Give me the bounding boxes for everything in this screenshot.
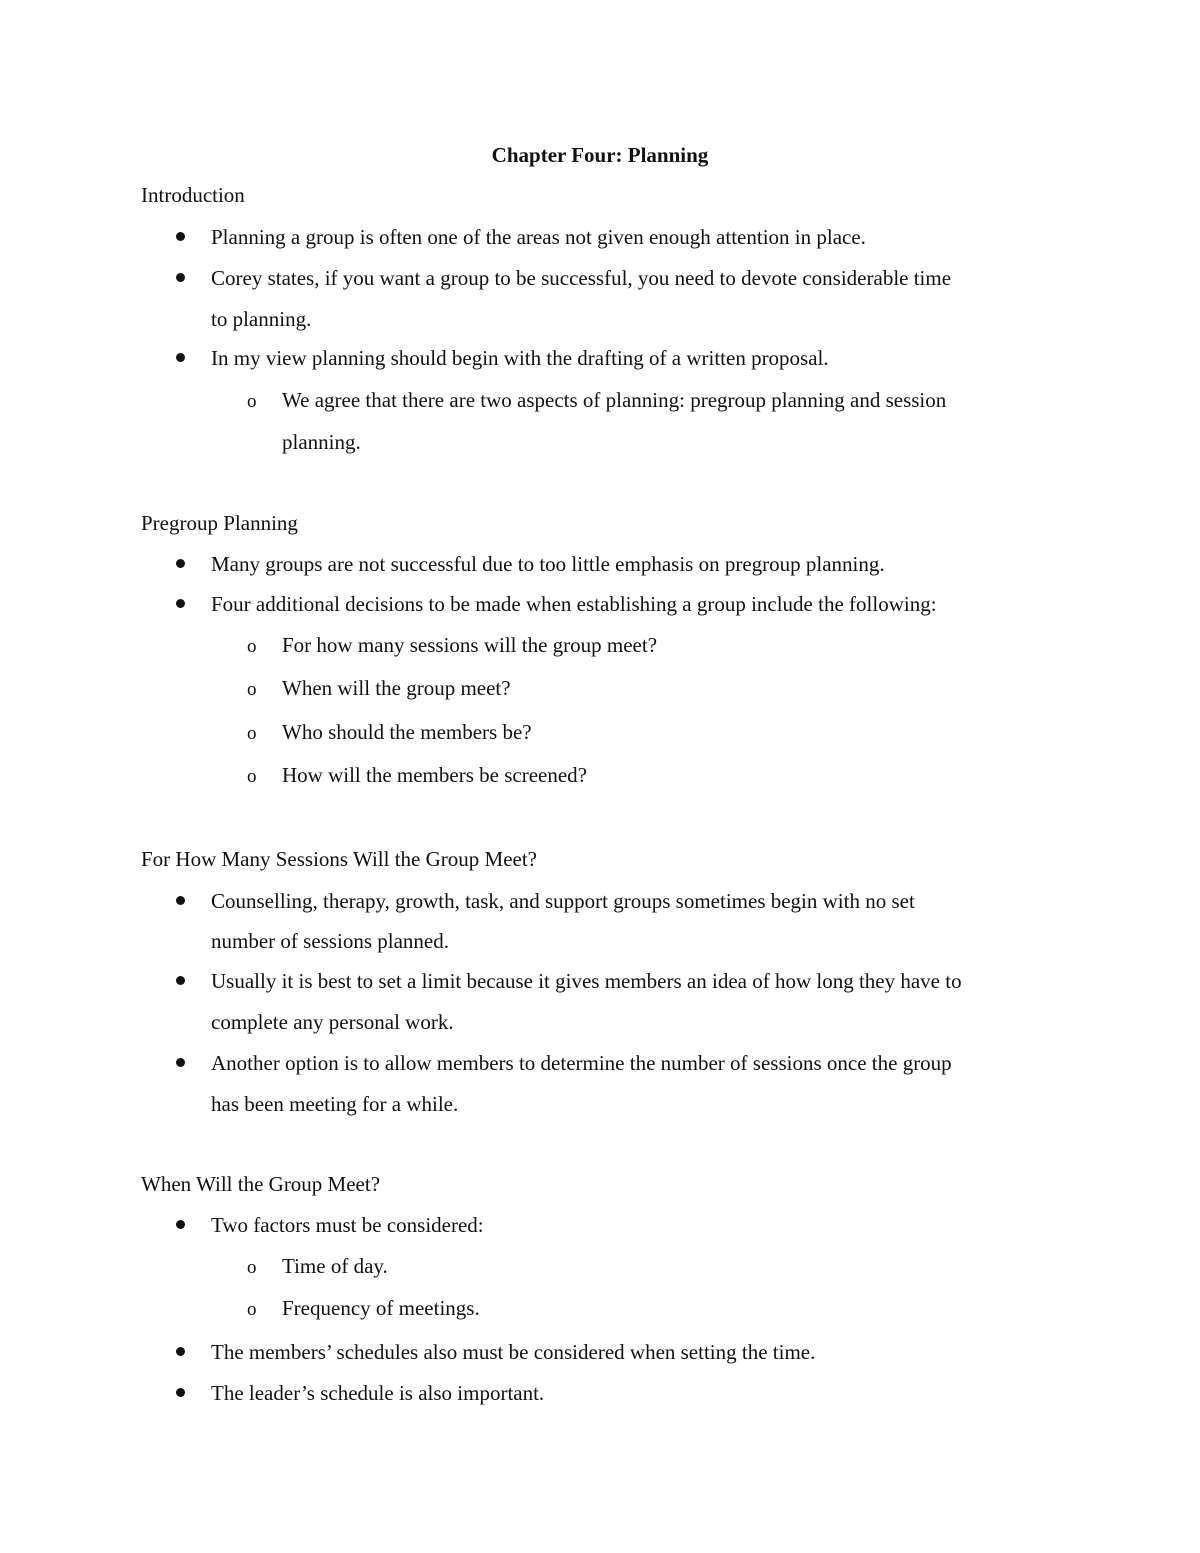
bullet-icon bbox=[176, 599, 185, 608]
section-heading-introduction: Introduction bbox=[141, 183, 245, 207]
sub-bullet-icon: o bbox=[247, 723, 257, 744]
bullet-icon bbox=[176, 976, 185, 985]
bullet-icon bbox=[176, 896, 185, 905]
list-item: The members’ schedules also must be considered when setting the time. bbox=[211, 1340, 816, 1364]
sub-list-item: Frequency of meetings. bbox=[282, 1296, 480, 1320]
sub-bullet-icon: o bbox=[247, 1299, 257, 1320]
sub-list-item: Time of day. bbox=[282, 1254, 388, 1278]
list-item: In my view planning should begin with the drafting of a written proposal. bbox=[211, 346, 829, 370]
sub-bullet-icon: o bbox=[247, 679, 257, 700]
bullet-icon bbox=[176, 1388, 185, 1397]
list-item-continuation: complete any personal work. bbox=[211, 1010, 454, 1034]
sub-bullet-icon: o bbox=[247, 636, 257, 657]
bullet-icon bbox=[176, 353, 185, 362]
sub-list-item: Who should the members be? bbox=[282, 720, 532, 744]
list-item: Two factors must be considered: bbox=[211, 1213, 484, 1237]
sub-list-item-continuation: planning. bbox=[282, 430, 361, 454]
list-item: Corey states, if you want a group to be successful, you need to devote considerable time bbox=[211, 266, 952, 290]
list-item: The leader’s schedule is also important. bbox=[211, 1381, 545, 1405]
section-heading-pregroup-planning: Pregroup Planning bbox=[141, 511, 298, 535]
list-item-continuation: number of sessions planned. bbox=[211, 929, 449, 953]
list-item: Usually it is best to set a limit because it gives members an idea of how long they have to bbox=[211, 969, 962, 993]
sub-bullet-icon: o bbox=[247, 1257, 257, 1278]
list-item: Many groups are not successful due to too little emphasis on pregroup planning. bbox=[211, 552, 885, 576]
sub-list-item: We agree that there are two aspects of planning: pregroup planning and session bbox=[282, 388, 947, 412]
list-item-continuation: has been meeting for a while. bbox=[211, 1092, 459, 1116]
bullet-icon bbox=[176, 232, 185, 241]
page-title: Chapter Four: Planning bbox=[491, 143, 709, 167]
list-item-continuation: to planning. bbox=[211, 307, 312, 331]
sub-list-item: For how many sessions will the group meet? bbox=[282, 633, 658, 657]
list-item: Counselling, therapy, growth, task, and support groups sometimes begin with no set bbox=[211, 889, 915, 913]
list-item: Another option is to allow members to determine the number of sessions once the group bbox=[211, 1051, 952, 1075]
sub-bullet-icon: o bbox=[247, 766, 257, 787]
sub-list-item: When will the group meet? bbox=[282, 676, 511, 700]
sub-list-item: How will the members be screened? bbox=[282, 763, 587, 787]
bullet-icon bbox=[176, 1347, 185, 1356]
section-heading-number-of-sessions: For How Many Sessions Will the Group Meet? bbox=[141, 847, 537, 871]
list-item: Four additional decisions to be made when establishing a group include the following: bbox=[211, 592, 937, 616]
bullet-icon bbox=[176, 273, 185, 282]
bullet-icon bbox=[176, 559, 185, 568]
sub-bullet-icon: o bbox=[247, 391, 257, 412]
list-item: Planning a group is often one of the areas not given enough attention in place. bbox=[211, 225, 866, 249]
bullet-icon bbox=[176, 1058, 185, 1067]
bullet-icon bbox=[176, 1220, 185, 1229]
section-heading-when-meet: When Will the Group Meet? bbox=[141, 1172, 381, 1196]
